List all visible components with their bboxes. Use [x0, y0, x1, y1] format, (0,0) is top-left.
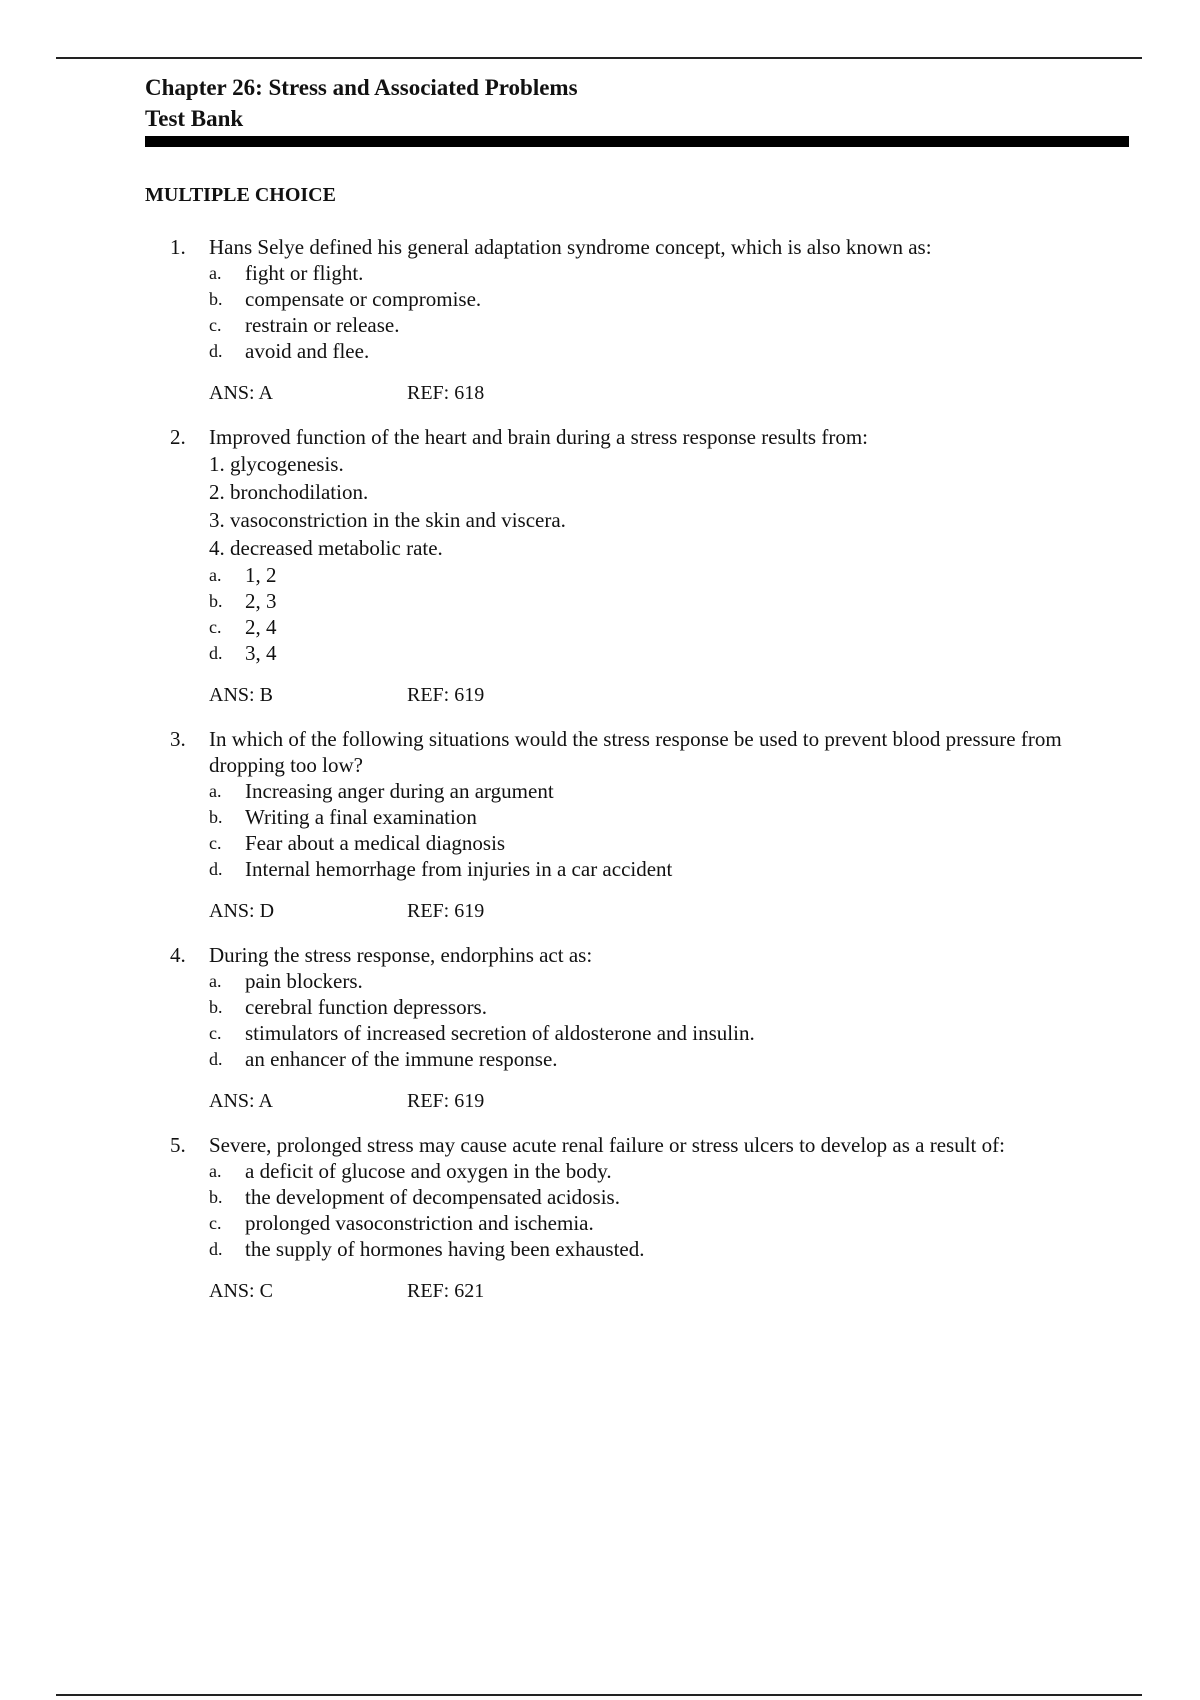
question-item: [170, 1132, 1100, 1304]
answer-choice: [209, 1184, 1100, 1210]
question-body: [209, 450, 1100, 708]
answer-choice: [209, 1020, 1100, 1046]
numbered-statement: 1. glycogenesis.: [209, 452, 344, 476]
choice-label: a.: [209, 263, 222, 283]
choice-text: the development of decompensated acidosis.: [245, 1185, 620, 1209]
choice-label: c.: [209, 1213, 222, 1233]
choice-text: Internal hemorrhage from injuries in a car accident: [245, 857, 673, 881]
choice-text: fight or flight.: [245, 261, 364, 285]
choice-label: d.: [209, 643, 223, 663]
answer-choice: [209, 1236, 1100, 1262]
choice-label: a.: [209, 1161, 222, 1181]
choice-text: cerebral function depressors.: [245, 995, 487, 1019]
choice-text: an enhancer of the immune response.: [245, 1047, 558, 1071]
choice-label: c.: [209, 1023, 222, 1043]
question-number: 2.: [170, 425, 186, 449]
answer-choice: [209, 856, 1100, 882]
answer-choice: [209, 804, 1100, 830]
question-body: [209, 1158, 1100, 1304]
answer-key: ANS: A: [209, 382, 273, 404]
choice-text: Increasing anger during an argument: [245, 779, 554, 803]
choice-text: Fear about a medical diagnosis: [245, 831, 506, 855]
question-stem-row: [170, 424, 1100, 450]
choice-text: a deficit of glucose and oxygen in the body.: [245, 1159, 612, 1183]
question-item: [170, 424, 1100, 708]
numbered-statement: 3. vasoconstriction in the skin and viscera.: [209, 508, 566, 532]
answer-choice: [209, 778, 1100, 804]
choice-text: avoid and flee.: [245, 339, 370, 363]
page-reference: REF: 619: [407, 684, 485, 706]
section-heading: MULTIPLE CHOICE: [145, 184, 336, 206]
answer-choice: [209, 588, 1100, 614]
page-header: [145, 72, 1129, 147]
answer-choice: [209, 1046, 1100, 1072]
question-body: [209, 778, 1100, 924]
choice-text: pain blockers.: [245, 969, 363, 993]
test-bank-subtitle: Test Bank: [145, 106, 244, 131]
header-divider: [145, 136, 1129, 147]
question-number: 3.: [170, 727, 186, 751]
choice-label: b.: [209, 591, 223, 611]
answer-key-row: [209, 1278, 1100, 1304]
question-stem: Severe, prolonged stress may cause acute renal failure or stress ulcers to develop as a result of:: [209, 1133, 1005, 1157]
page-reference: REF: 618: [407, 382, 485, 404]
answer-choice: [209, 994, 1100, 1020]
bottom-rule: [56, 1694, 1142, 1696]
choice-text: 2, 4: [245, 615, 277, 639]
answer-choice: [209, 968, 1100, 994]
answer-choice: [209, 260, 1100, 286]
answer-key: ANS: A: [209, 1090, 273, 1112]
choice-label: c.: [209, 833, 222, 853]
top-rule: [56, 57, 1142, 59]
answer-key: ANS: B: [209, 684, 273, 706]
answer-choice: [209, 830, 1100, 856]
choice-text: restrain or release.: [245, 313, 400, 337]
choice-text: Writing a final examination: [245, 805, 477, 829]
numbered-statement: 2. bronchodilation.: [209, 480, 369, 504]
choice-text: 3, 4: [245, 641, 277, 665]
question-stem-row: [170, 726, 1100, 778]
choice-label: d.: [209, 341, 223, 361]
question-stem: Hans Selye defined his general adaptation syndrome concept, which is also known as:: [209, 235, 932, 259]
choice-text: 1, 2: [245, 563, 277, 587]
answer-key-row: [209, 898, 1100, 924]
chapter-title: Chapter 26: Stress and Associated Problems: [145, 75, 578, 100]
question-stem: Improved function of the heart and brain during a stress response results from:: [209, 425, 868, 449]
numbered-statement: 4. decreased metabolic rate.: [209, 536, 443, 560]
question-body: [209, 260, 1100, 406]
question-stem-row: [170, 234, 1100, 260]
answer-key: ANS: C: [209, 1280, 273, 1302]
answer-choice: [209, 338, 1100, 364]
page-reference: REF: 621: [407, 1280, 485, 1302]
choice-label: b.: [209, 997, 223, 1017]
question-number: 1.: [170, 235, 186, 259]
question-item: [170, 726, 1100, 924]
answer-choice: [209, 614, 1100, 640]
question-number: 4.: [170, 943, 186, 967]
answer-choice: [209, 562, 1100, 588]
choice-label: d.: [209, 1239, 223, 1259]
choice-text: prolonged vasoconstriction and ischemia.: [245, 1211, 594, 1235]
choice-label: d.: [209, 859, 223, 879]
choice-label: b.: [209, 807, 223, 827]
choice-text: stimulators of increased secretion of aldosterone and insulin.: [245, 1021, 755, 1045]
choice-label: b.: [209, 289, 223, 309]
question-stem: In which of the following situations would the stress response be used to prevent blood pressure from dropping too low?: [209, 727, 1062, 777]
answer-choice: [209, 1158, 1100, 1184]
choice-text: 2, 3: [245, 589, 277, 613]
question-list: [170, 234, 1100, 1322]
choice-label: a.: [209, 565, 222, 585]
answer-key-row: [209, 380, 1100, 406]
choice-label: a.: [209, 781, 222, 801]
answer-choice: [209, 640, 1100, 666]
question-item: [170, 234, 1100, 406]
choice-label: b.: [209, 1187, 223, 1207]
page-reference: REF: 619: [407, 1090, 485, 1112]
question-item: [170, 942, 1100, 1114]
answer-key: ANS: D: [209, 900, 275, 922]
choice-text: compensate or compromise.: [245, 287, 482, 311]
answer-choice: [209, 286, 1100, 312]
answer-choice: [209, 1210, 1100, 1236]
answer-key-row: [209, 1088, 1100, 1114]
page-reference: REF: 619: [407, 900, 485, 922]
answer-key-row: [209, 682, 1100, 708]
choice-label: c.: [209, 315, 222, 335]
question-stem-row: [170, 1132, 1100, 1158]
answer-choice: [209, 312, 1100, 338]
question-number: 5.: [170, 1133, 186, 1157]
choice-text: the supply of hormones having been exhausted.: [245, 1237, 645, 1261]
question-stem-row: [170, 942, 1100, 968]
choice-label: a.: [209, 971, 222, 991]
question-stem: During the stress response, endorphins act as:: [209, 943, 593, 967]
choice-label: d.: [209, 1049, 223, 1069]
choice-label: c.: [209, 617, 222, 637]
question-body: [209, 968, 1100, 1114]
